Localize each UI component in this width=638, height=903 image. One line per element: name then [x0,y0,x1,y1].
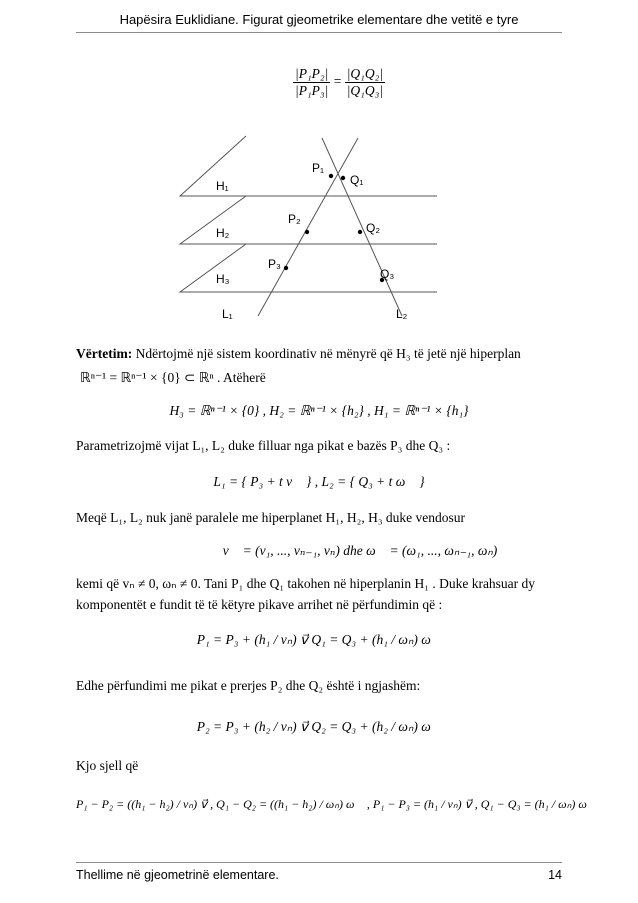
proof-line-1 [76,345,521,363]
ratio-right-den: |Q₁Q₃| [346,83,383,98]
page-number: 14 [548,868,562,882]
ratio-formula: $\frac{\text{|P₁P₂|}}{\text{|P₁P₃|}}$ = $\frac{\text{|Q₁Q₂|}}{\text{|Q₁Q₃|}}$ [295,66,383,98]
label-L1: L₁ [222,307,233,321]
label-H2: H₂ [216,226,230,240]
label-Q2: Q₂ [366,221,380,235]
point-P2 [305,230,309,234]
edhe-text: Edhe përfundimi me pikat e prerjes P₂ dhe Q₂ është i ngjashëm: [76,678,421,693]
label-H1: H₁ [216,179,229,193]
equation-differences: P₁ − P₂ = ((h₁ − h₂) / vₙ) v⃗ , Q₁ − Q₂ = ((h₁ − h₂) / ωₙ) ω⃗ , P₁ − P₃ = (h₁ / vₙ) v⃗ , Q₁ − Q₃ = (h₁ / ωₙ) ω⃗ [76,797,597,811]
point-P1 [329,174,333,178]
point-Q2 [358,230,362,234]
proof-text: Ndërtojmë një sistem koordinativ në mënyrë që H₃ të jetë një hiperplan [132,346,521,361]
ratio-left-den: |P₁P₃| [295,83,329,98]
proof-label: Vërtetim: [76,346,133,361]
kemi-line-1: kemi që vₙ ≠ 0, ωₙ ≠ 0. Tani P₁ dhe Q₁ takohen në hiperplanin H₁ . Duke krahsuar dy [76,576,536,591]
label-L2: L₂ [396,307,408,321]
kjo-text: Kjo sjell që [76,758,139,773]
label-Q3: Q₃ [380,267,395,281]
label-Q1: Q₁ [350,173,364,187]
point-Q1 [341,176,345,180]
ratio-right-num: |Q₁Q₂| [346,66,383,81]
label-P1: P₁ [312,161,325,175]
ratio-right [345,66,385,99]
line-L2 [322,138,402,316]
equation-hyperplanes: H₃ = ℝⁿ⁻¹ × {0} , H₂ = ℝⁿ⁻¹ × {h₂} , H₁ = ℝⁿ⁻¹ × {h₁} [169,403,469,418]
label-H3: H₃ [216,272,230,286]
hyperplane-figure [170,128,450,328]
ratio-left-num: |P₁P₂| [295,66,329,81]
footer-divider [76,862,562,863]
meqe-text: Meqë L₁, L₂ nuk janë paralele me hiperplanet H₁, H₂, H₃ duke vendosur [76,510,466,525]
equation-P1-Q1: P₁ = P₃ + (h₁ / vₙ) v⃗ Q₁ = Q₃ + (h₁ / ωₙ) ω⃗ [196,632,442,647]
equation-lines: L₁ = { P₃ + t v⃗ } , L₂ = { Q₃ + t ω⃗ } [213,474,425,489]
header-divider [76,32,562,33]
page-header-title: Hapësira Euklidiane. Figurat gjeometrike elementare dhe vetitë e tyre [119,12,519,27]
label-P3: P₃ [268,257,281,271]
param-text: Parametrizojmë vijat L₁, L₂ duke filluar nga pikat e bazës P₃ dhe Q₃ : [76,438,451,453]
kemi-line-2: komponentët e fundit të të këtyre pikave arrihet në përfundimin që : [76,597,443,612]
label-P2: P₂ [288,212,301,226]
equation-P2-Q2: P₂ = P₃ + (h₂ / vₙ) v⃗ Q₂ = Q₃ + (h₂ / ωₙ) ω⃗ [196,719,442,734]
point-P3 [284,266,288,270]
ratio-left [293,66,330,99]
line-L1 [258,138,358,316]
equation-vectors: v⃗ = (v₁, ..., vₙ₋₁, vₙ) dhe ω⃗ = (ω₁, ..., ωₙ₋₁, ωₙ) [222,543,498,558]
proof-line-2: ℝⁿ⁻¹ = ℝⁿ⁻¹ × {0} ⊂ ℝⁿ . Atëherë [80,370,266,385]
footer-title: Thellime në gjeometrinë elementare. [76,868,279,882]
